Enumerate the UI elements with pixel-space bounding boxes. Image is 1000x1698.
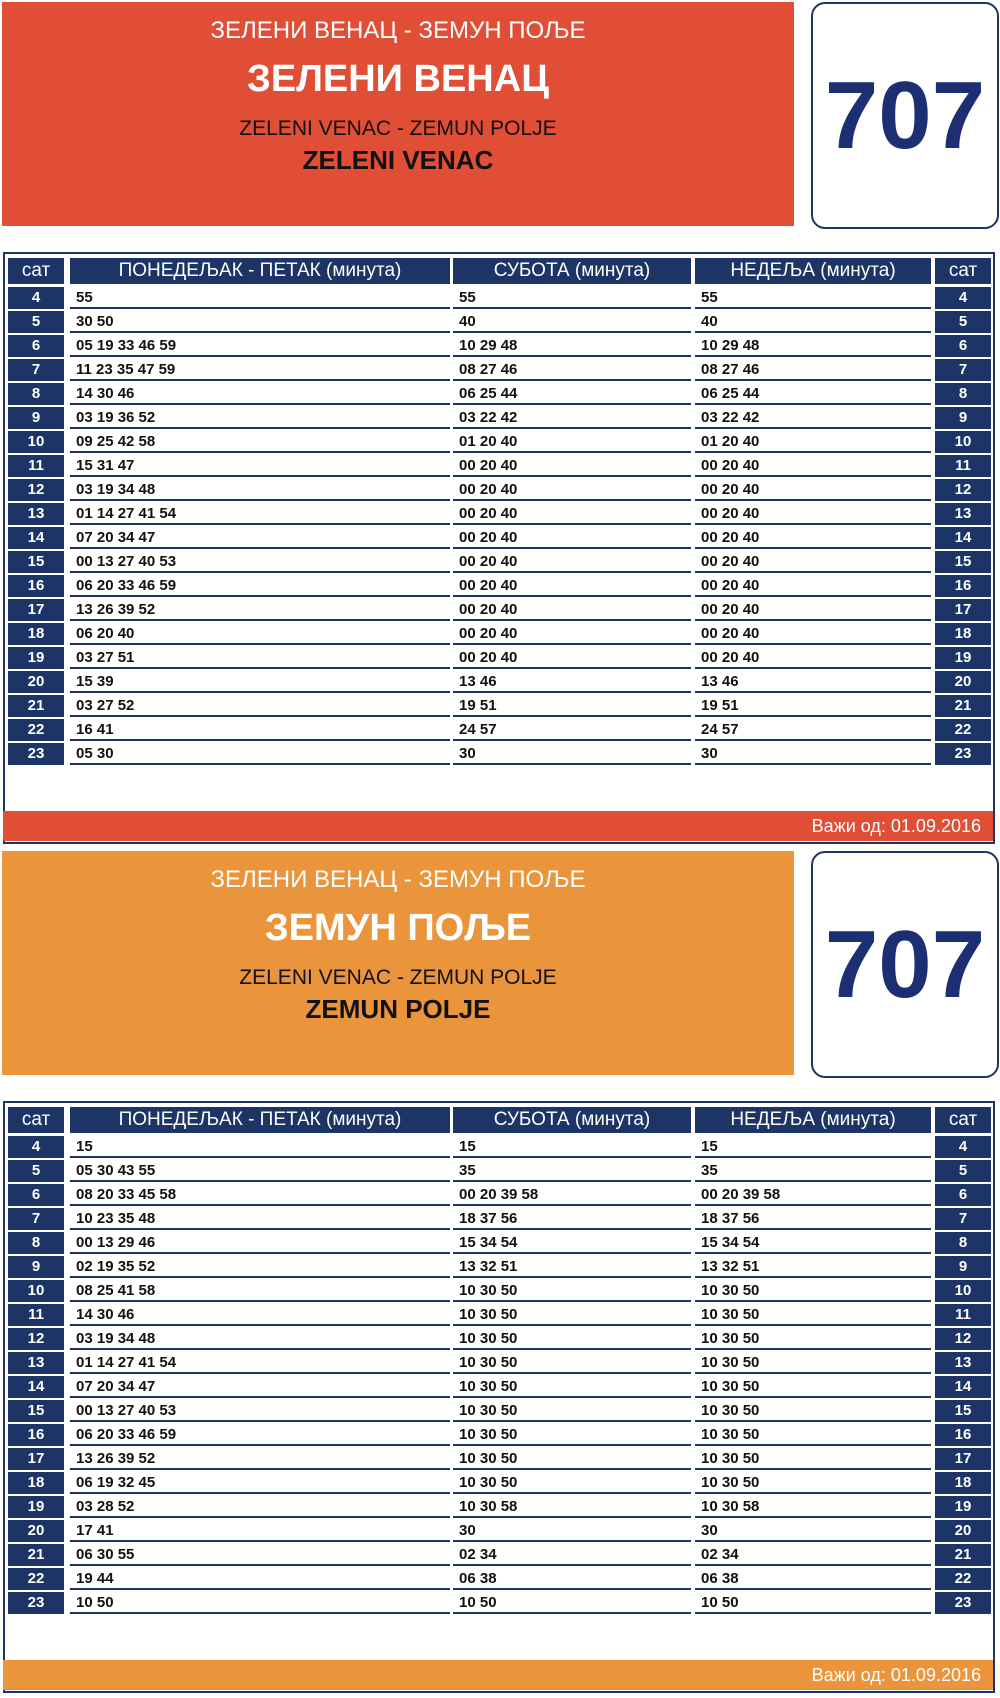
header-hour-right: сат: [935, 258, 991, 284]
hour-left-cell: 20: [8, 671, 64, 693]
hour-right-cell: 15: [935, 1400, 991, 1422]
saturday-minutes-cell: 00 20 40: [453, 455, 691, 477]
valid-from-bar: Важи од: 01.09.2016: [3, 811, 993, 841]
hour-right-cell: 10: [935, 1280, 991, 1302]
saturday-minutes-cell: 10 30 50: [453, 1472, 691, 1494]
saturday-minutes-cell: 00 20 40: [453, 503, 691, 525]
hour-left-cell: 15: [8, 1400, 64, 1422]
destination-cyrillic: ЗЕМУН ПОЉЕ: [264, 907, 532, 949]
table-row: [5, 1328, 993, 1352]
table-row: [5, 335, 993, 359]
hour-left-cell: 10: [8, 431, 64, 453]
line-number-badge: 707: [811, 851, 999, 1078]
hour-left-cell: 12: [8, 1328, 64, 1350]
sunday-minutes-cell: 10 30 50: [695, 1472, 931, 1494]
sunday-minutes-cell: 55: [695, 287, 931, 309]
hour-right-cell: 10: [935, 431, 991, 453]
sunday-minutes-cell: 00 20 40: [695, 527, 931, 549]
weekday-minutes-cell: 03 27 52: [70, 695, 450, 717]
saturday-minutes-cell: 15: [453, 1136, 691, 1158]
saturday-minutes-cell: 06 38: [453, 1568, 691, 1590]
hour-left-cell: 7: [8, 359, 64, 381]
hour-left-cell: 16: [8, 1424, 64, 1446]
hour-left-cell: 17: [8, 599, 64, 621]
destination-latin: ZELENI VENAC: [302, 145, 494, 175]
table-row: [5, 407, 993, 431]
route-name-latin: ZELENI VENAC - ZEMUN POLJE: [239, 966, 557, 989]
saturday-minutes-cell: 10 29 48: [453, 335, 691, 357]
hour-right-cell: 16: [935, 1424, 991, 1446]
hour-right-cell: 9: [935, 407, 991, 429]
table-row: [5, 1136, 993, 1160]
weekday-minutes-cell: 01 14 27 41 54: [70, 503, 450, 525]
table-row: [5, 1472, 993, 1496]
header-hour-left: сат: [8, 1107, 64, 1133]
saturday-minutes-cell: 18 37 56: [453, 1208, 691, 1230]
header-sunday: НЕДЕЉА (минута): [695, 1107, 931, 1133]
saturday-minutes-cell: 24 57: [453, 719, 691, 741]
saturday-minutes-cell: 10 30 50: [453, 1280, 691, 1302]
hour-left-cell: 19: [8, 647, 64, 669]
sunday-minutes-cell: 15 34 54: [695, 1232, 931, 1254]
hour-left-cell: 14: [8, 527, 64, 549]
weekday-minutes-cell: 17 41: [70, 1520, 450, 1542]
line-number-badge: 707: [811, 2, 999, 229]
sunday-minutes-cell: 10 30 50: [695, 1280, 931, 1302]
table-row: [5, 1232, 993, 1256]
saturday-minutes-cell: 35: [453, 1160, 691, 1182]
weekday-minutes-cell: 14 30 46: [70, 383, 450, 405]
saturday-minutes-cell: 10 30 50: [453, 1400, 691, 1422]
weekday-minutes-cell: 00 13 27 40 53: [70, 1400, 450, 1422]
weekday-minutes-cell: 06 20 33 46 59: [70, 1424, 450, 1446]
saturday-minutes-cell: 30: [453, 743, 691, 765]
table-row: [5, 551, 993, 575]
hour-left-cell: 10: [8, 1280, 64, 1302]
weekday-minutes-cell: 30 50: [70, 311, 450, 333]
saturday-minutes-cell: 06 25 44: [453, 383, 691, 405]
table-row: [5, 359, 993, 383]
hour-left-cell: 8: [8, 383, 64, 405]
sunday-minutes-cell: 10 50: [695, 1592, 931, 1614]
weekday-minutes-cell: 09 25 42 58: [70, 431, 450, 453]
sunday-minutes-cell: 06 38: [695, 1568, 931, 1590]
hour-left-cell: 17: [8, 1448, 64, 1470]
saturday-minutes-cell: 13 32 51: [453, 1256, 691, 1278]
saturday-minutes-cell: 00 20 40: [453, 527, 691, 549]
table-row: [5, 383, 993, 407]
sunday-minutes-cell: 10 30 58: [695, 1496, 931, 1518]
sunday-minutes-cell: 01 20 40: [695, 431, 931, 453]
weekday-minutes-cell: 05 19 33 46 59: [70, 335, 450, 357]
hour-left-cell: 23: [8, 743, 64, 765]
sunday-minutes-cell: 30: [695, 743, 931, 765]
hour-right-cell: 22: [935, 719, 991, 741]
table-row: [5, 503, 993, 527]
weekday-minutes-cell: 19 44: [70, 1568, 450, 1590]
table-row: [5, 695, 993, 719]
table-row: [5, 527, 993, 551]
hour-left-cell: 7: [8, 1208, 64, 1230]
hour-left-cell: 21: [8, 695, 64, 717]
table-row: [5, 671, 993, 695]
header-sunday: НЕДЕЉА (минута): [695, 258, 931, 284]
table-row: [5, 431, 993, 455]
table-row: [5, 1544, 993, 1568]
hour-left-cell: 13: [8, 1352, 64, 1374]
hour-right-cell: 20: [935, 671, 991, 693]
hour-left-cell: 9: [8, 407, 64, 429]
weekday-minutes-cell: 01 14 27 41 54: [70, 1352, 450, 1374]
sunday-minutes-cell: 06 25 44: [695, 383, 931, 405]
hour-left-cell: 8: [8, 1232, 64, 1254]
weekday-minutes-cell: 07 20 34 47: [70, 527, 450, 549]
sunday-minutes-cell: 18 37 56: [695, 1208, 931, 1230]
table-row: [5, 1352, 993, 1376]
weekday-minutes-cell: 08 20 33 45 58: [70, 1184, 450, 1206]
hour-right-cell: 4: [935, 287, 991, 309]
sunday-minutes-cell: 00 20 40: [695, 503, 931, 525]
hour-right-cell: 22: [935, 1568, 991, 1590]
hour-left-cell: 11: [8, 455, 64, 477]
saturday-minutes-cell: 10 30 58: [453, 1496, 691, 1518]
table-row: [5, 743, 993, 767]
weekday-minutes-cell: 06 19 32 45: [70, 1472, 450, 1494]
timetable-grid: [3, 252, 995, 844]
weekday-minutes-cell: 00 13 27 40 53: [70, 551, 450, 573]
sunday-minutes-cell: 00 20 40: [695, 575, 931, 597]
sunday-minutes-cell: 10 30 50: [695, 1352, 931, 1374]
hour-left-cell: 21: [8, 1544, 64, 1566]
hour-right-cell: 21: [935, 695, 991, 717]
sunday-minutes-cell: 08 27 46: [695, 359, 931, 381]
saturday-minutes-cell: 10 30 50: [453, 1424, 691, 1446]
table-row: [5, 647, 993, 671]
saturday-minutes-cell: 10 30 50: [453, 1352, 691, 1374]
hour-right-cell: 9: [935, 1256, 991, 1278]
hour-left-cell: 18: [8, 1472, 64, 1494]
saturday-minutes-cell: 15 34 54: [453, 1232, 691, 1254]
destination-cyrillic: ЗЕЛЕНИ ВЕНАЦ: [247, 58, 549, 100]
weekday-minutes-cell: 06 20 40: [70, 623, 450, 645]
hour-left-cell: 11: [8, 1304, 64, 1326]
sunday-minutes-cell: 00 20 39 58: [695, 1184, 931, 1206]
table-row: [5, 1568, 993, 1592]
saturday-minutes-cell: 10 50: [453, 1592, 691, 1614]
hour-right-cell: 19: [935, 1496, 991, 1518]
hour-left-cell: 15: [8, 551, 64, 573]
valid-from-bar: Важи од: 01.09.2016: [3, 1660, 993, 1690]
hour-right-cell: 7: [935, 359, 991, 381]
saturday-minutes-cell: 00 20 40: [453, 599, 691, 621]
sunday-minutes-cell: 10 30 50: [695, 1448, 931, 1470]
table-row: [5, 455, 993, 479]
sunday-minutes-cell: 00 20 40: [695, 599, 931, 621]
hour-right-cell: 23: [935, 1592, 991, 1614]
weekday-minutes-cell: 06 20 33 46 59: [70, 575, 450, 597]
sunday-minutes-cell: 35: [695, 1160, 931, 1182]
hour-left-cell: 4: [8, 1136, 64, 1158]
weekday-minutes-cell: 03 27 51: [70, 647, 450, 669]
header-hour-right: сат: [935, 1107, 991, 1133]
table-row: [5, 311, 993, 335]
hour-right-cell: 7: [935, 1208, 991, 1230]
sunday-minutes-cell: 15: [695, 1136, 931, 1158]
weekday-minutes-cell: 02 19 35 52: [70, 1256, 450, 1278]
timetable-grid: [3, 1101, 995, 1693]
saturday-minutes-cell: 13 46: [453, 671, 691, 693]
sunday-minutes-cell: 10 30 50: [695, 1424, 931, 1446]
table-row: [5, 1424, 993, 1448]
hour-right-cell: 13: [935, 503, 991, 525]
saturday-minutes-cell: 30: [453, 1520, 691, 1542]
route-name-cyrillic: ЗЕЛЕНИ ВЕНАЦ - ЗЕМУН ПОЉЕ: [210, 866, 586, 893]
table-row: [5, 1280, 993, 1304]
weekday-minutes-cell: 07 20 34 47: [70, 1376, 450, 1398]
hour-right-cell: 8: [935, 1232, 991, 1254]
hour-right-cell: 13: [935, 1352, 991, 1374]
weekday-minutes-cell: 08 25 41 58: [70, 1280, 450, 1302]
hour-right-cell: 6: [935, 1184, 991, 1206]
saturday-minutes-cell: 40: [453, 311, 691, 333]
sunday-minutes-cell: 02 34: [695, 1544, 931, 1566]
header-hour-left: сат: [8, 258, 64, 284]
hour-left-cell: 13: [8, 503, 64, 525]
hour-right-cell: 5: [935, 311, 991, 333]
hour-left-cell: 5: [8, 311, 64, 333]
weekday-minutes-cell: 03 19 34 48: [70, 1328, 450, 1350]
saturday-minutes-cell: 00 20 40: [453, 575, 691, 597]
hour-right-cell: 21: [935, 1544, 991, 1566]
header-weekday: ПОНЕДЕЉАК - ПЕТАК (минута): [70, 1107, 450, 1133]
hour-right-cell: 4: [935, 1136, 991, 1158]
route-banner: [2, 851, 794, 1075]
weekday-minutes-cell: 11 23 35 47 59: [70, 359, 450, 381]
saturday-minutes-cell: 08 27 46: [453, 359, 691, 381]
table-row: [5, 599, 993, 623]
hour-right-cell: 17: [935, 599, 991, 621]
hour-right-cell: 14: [935, 1376, 991, 1398]
table-row: [5, 623, 993, 647]
sunday-minutes-cell: 30: [695, 1520, 931, 1542]
sunday-minutes-cell: 10 30 50: [695, 1328, 931, 1350]
weekday-minutes-cell: 03 19 36 52: [70, 407, 450, 429]
hour-right-cell: 16: [935, 575, 991, 597]
hour-left-cell: 4: [8, 287, 64, 309]
timetable-section-zeleni-venac: [0, 0, 1000, 848]
weekday-minutes-cell: 03 28 52: [70, 1496, 450, 1518]
sunday-minutes-cell: 24 57: [695, 719, 931, 741]
timetable-section-zemun-polje: [0, 849, 1000, 1698]
table-row: [5, 1160, 993, 1184]
sunday-minutes-cell: 00 20 40: [695, 479, 931, 501]
hour-left-cell: 14: [8, 1376, 64, 1398]
weekday-minutes-cell: 05 30 43 55: [70, 1160, 450, 1182]
hour-left-cell: 6: [8, 1184, 64, 1206]
table-row: [5, 1304, 993, 1328]
sunday-minutes-cell: 10 30 50: [695, 1400, 931, 1422]
sunday-minutes-cell: 00 20 40: [695, 455, 931, 477]
sunday-minutes-cell: 10 30 50: [695, 1304, 931, 1326]
hour-right-cell: 6: [935, 335, 991, 357]
hour-right-cell: 8: [935, 383, 991, 405]
weekday-minutes-cell: 13 26 39 52: [70, 1448, 450, 1470]
saturday-minutes-cell: 02 34: [453, 1544, 691, 1566]
hour-right-cell: 18: [935, 1472, 991, 1494]
hour-right-cell: 19: [935, 647, 991, 669]
hour-left-cell: 16: [8, 575, 64, 597]
table-row: [5, 1256, 993, 1280]
saturday-minutes-cell: 10 30 50: [453, 1328, 691, 1350]
hour-right-cell: 12: [935, 479, 991, 501]
saturday-minutes-cell: 00 20 40: [453, 551, 691, 573]
table-row: [5, 1376, 993, 1400]
weekday-minutes-cell: 55: [70, 287, 450, 309]
hour-left-cell: 23: [8, 1592, 64, 1614]
table-row: [5, 479, 993, 503]
hour-right-cell: 12: [935, 1328, 991, 1350]
weekday-minutes-cell: 10 23 35 48: [70, 1208, 450, 1230]
saturday-minutes-cell: 55: [453, 287, 691, 309]
sunday-minutes-cell: 00 20 40: [695, 647, 931, 669]
saturday-minutes-cell: 10 30 50: [453, 1304, 691, 1326]
route-name-latin: ZELENI VENAC - ZEMUN POLJE: [239, 117, 557, 140]
destination-latin: ZEMUN POLJE: [305, 994, 491, 1024]
weekday-minutes-cell: 16 41: [70, 719, 450, 741]
hour-right-cell: 11: [935, 1304, 991, 1326]
weekday-minutes-cell: 15 39: [70, 671, 450, 693]
weekday-minutes-cell: 14 30 46: [70, 1304, 450, 1326]
table-row: [5, 1208, 993, 1232]
table-row: [5, 575, 993, 599]
hour-right-cell: 15: [935, 551, 991, 573]
sunday-minutes-cell: 00 20 40: [695, 623, 931, 645]
weekday-minutes-cell: 15 31 47: [70, 455, 450, 477]
hour-left-cell: 18: [8, 623, 64, 645]
header-saturday: СУБОТА (минута): [453, 258, 691, 284]
saturday-minutes-cell: 00 20 40: [453, 623, 691, 645]
route-name-cyrillic: ЗЕЛЕНИ ВЕНАЦ - ЗЕМУН ПОЉЕ: [210, 17, 586, 44]
table-row: [5, 1592, 993, 1616]
weekday-minutes-cell: 05 30: [70, 743, 450, 765]
weekday-minutes-cell: 15: [70, 1136, 450, 1158]
sunday-minutes-cell: 03 22 42: [695, 407, 931, 429]
weekday-minutes-cell: 06 30 55: [70, 1544, 450, 1566]
hour-left-cell: 22: [8, 719, 64, 741]
saturday-minutes-cell: 19 51: [453, 695, 691, 717]
saturday-minutes-cell: 01 20 40: [453, 431, 691, 453]
weekday-minutes-cell: 00 13 29 46: [70, 1232, 450, 1254]
sunday-minutes-cell: 10 29 48: [695, 335, 931, 357]
table-row: [5, 287, 993, 311]
hour-left-cell: 9: [8, 1256, 64, 1278]
table-row: [5, 1184, 993, 1208]
saturday-minutes-cell: 00 20 40: [453, 647, 691, 669]
hour-right-cell: 20: [935, 1520, 991, 1542]
saturday-minutes-cell: 10 30 50: [453, 1376, 691, 1398]
saturday-minutes-cell: 10 30 50: [453, 1448, 691, 1470]
header-weekday: ПОНЕДЕЉАК - ПЕТАК (минута): [70, 258, 450, 284]
hour-right-cell: 14: [935, 527, 991, 549]
weekday-minutes-cell: 13 26 39 52: [70, 599, 450, 621]
header-saturday: СУБОТА (минута): [453, 1107, 691, 1133]
hour-right-cell: 17: [935, 1448, 991, 1470]
hour-left-cell: 22: [8, 1568, 64, 1590]
hour-right-cell: 23: [935, 743, 991, 765]
saturday-minutes-cell: 03 22 42: [453, 407, 691, 429]
sunday-minutes-cell: 13 46: [695, 671, 931, 693]
sunday-minutes-cell: 40: [695, 311, 931, 333]
hour-right-cell: 5: [935, 1160, 991, 1182]
sunday-minutes-cell: 00 20 40: [695, 551, 931, 573]
table-row: [5, 1496, 993, 1520]
saturday-minutes-cell: 00 20 40: [453, 479, 691, 501]
weekday-minutes-cell: 10 50: [70, 1592, 450, 1614]
hour-left-cell: 19: [8, 1496, 64, 1518]
sunday-minutes-cell: 10 30 50: [695, 1376, 931, 1398]
hour-right-cell: 11: [935, 455, 991, 477]
saturday-minutes-cell: 00 20 39 58: [453, 1184, 691, 1206]
hour-left-cell: 20: [8, 1520, 64, 1542]
route-banner: [2, 2, 794, 226]
table-row: [5, 1400, 993, 1424]
table-row: [5, 719, 993, 743]
table-row: [5, 1520, 993, 1544]
sunday-minutes-cell: 13 32 51: [695, 1256, 931, 1278]
weekday-minutes-cell: 03 19 34 48: [70, 479, 450, 501]
hour-left-cell: 6: [8, 335, 64, 357]
hour-left-cell: 12: [8, 479, 64, 501]
hour-left-cell: 5: [8, 1160, 64, 1182]
table-row: [5, 1448, 993, 1472]
sunday-minutes-cell: 19 51: [695, 695, 931, 717]
hour-right-cell: 18: [935, 623, 991, 645]
